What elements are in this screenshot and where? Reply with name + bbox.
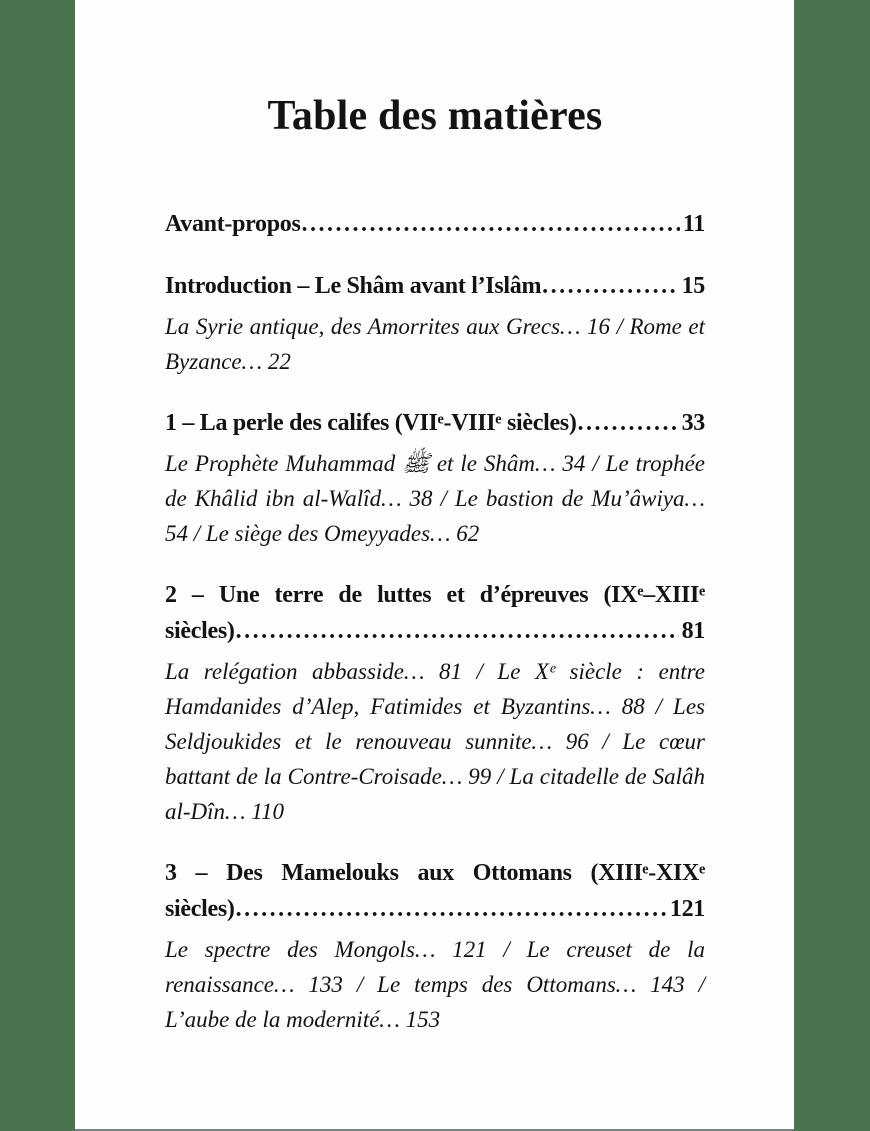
toc-entry <box>165 206 705 242</box>
toc-entry <box>165 268 705 379</box>
toc-entry-title: Introduction – Le Shâm avant l’Islâm <box>165 273 542 299</box>
dot-leader <box>236 613 679 649</box>
toc-heading <box>165 268 705 304</box>
toc-page-number: 81 <box>681 618 705 644</box>
toc-heading <box>165 855 705 927</box>
toc-page-number: 121 <box>669 896 705 922</box>
toc-heading <box>165 577 705 649</box>
toc-subsections: Le Prophète Muhammad ﷺ et le Shâm… 34 / Le trophée de Khâlid ibn al-Walîd… 38 / Le bastion de Mu’âwiya… 54 / Le siège des Omeyyades… 62 <box>165 451 705 546</box>
toc-heading <box>165 405 705 441</box>
dot-leader <box>236 891 667 927</box>
toc-entry-title: Avant-propos <box>165 211 301 237</box>
toc-subsections: La Syrie antique, des Amorrites aux Grecs… 16 / Rome et Byzance… 22 <box>165 314 705 374</box>
toc-page-number: 15 <box>681 273 705 299</box>
dot-leader <box>578 405 679 441</box>
dot-leader <box>542 268 678 304</box>
toc-entry-title-line1: 3 – Des Mamelouks aux Ottomans (XIIIᵉ-XIXᵉ <box>165 860 705 886</box>
toc-entry-title-line2: siècles) <box>165 618 235 644</box>
toc-entry-title-line2: siècles) <box>165 896 235 922</box>
book-page <box>75 0 794 1131</box>
toc-page-number: 33 <box>681 410 705 436</box>
toc-subsections: Le spectre des Mongols… 121 / Le creuset de la renaissance… 133 / Le temps des Ottomans… 143 / L’aube de la modernité… 153 <box>165 937 705 1032</box>
toc-subsections: La relégation abbasside… 81 / Le Xᵉ siècle : entre Hamdanides d’Alep, Fatimides et Byzantins… 88 / Les Seldjoukides et le renouveau sunnite… 96 / Le cœur battant de la Contre-Croisade… 99 / La citadelle de Salâh al-Dîn… 110 <box>165 659 705 824</box>
toc-heading <box>165 206 705 242</box>
toc-entry-title: 1 – La perle des califes (VIIᵉ-VIIIᵉ siècles) <box>165 410 577 436</box>
dot-leader <box>302 206 680 242</box>
page-title: Table des matières <box>267 93 603 139</box>
table-of-contents <box>165 206 705 1037</box>
page-content <box>75 0 794 1037</box>
toc-entry <box>165 577 705 829</box>
toc-entry <box>165 855 705 1037</box>
toc-entry <box>165 405 705 551</box>
toc-entry-title-line1: 2 – Une terre de luttes et d’épreuves (IXᵉ–XIIIᵉ <box>165 582 705 608</box>
toc-page-number: 11 <box>682 211 705 237</box>
